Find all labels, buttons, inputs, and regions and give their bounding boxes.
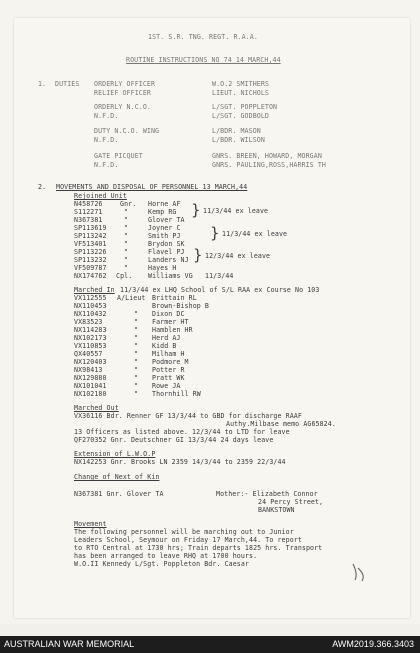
service-number: NX102173 bbox=[74, 334, 107, 342]
duty-role: N.F.D. bbox=[94, 161, 119, 169]
rejoined-unit-heading: Rejoined Unit bbox=[74, 192, 127, 200]
duty-role: GATE PICQUET bbox=[94, 152, 143, 160]
soldier-name: Kemp RG bbox=[148, 208, 177, 216]
soldier-name: Hayes H bbox=[148, 264, 177, 272]
soldier-name: Brown-Bishop B bbox=[152, 302, 209, 310]
rank: " bbox=[124, 248, 129, 256]
service-number: VF513401 bbox=[74, 240, 107, 248]
rank: " bbox=[134, 350, 139, 358]
soldier-name: Dixon DC bbox=[152, 310, 185, 318]
extension-heading: Extension of L.W.O.P bbox=[74, 450, 156, 458]
service-number: SP113619 bbox=[74, 224, 107, 232]
service-number: SP113242 bbox=[74, 232, 107, 240]
rank: " bbox=[124, 256, 129, 264]
next-of-kin-address: BANKSTOWN bbox=[258, 506, 295, 514]
service-number: NX114283 bbox=[74, 326, 107, 334]
document-title: ROUTINE INSTRUCTIONS NO 74 14 MARCH,44 bbox=[126, 56, 281, 64]
soldier-name: Potter R bbox=[152, 366, 185, 374]
duty-name: L/SGT. GODBOLD bbox=[212, 112, 269, 120]
next-of-kin-heading: Change of Next of Kin bbox=[74, 473, 160, 481]
rank: " bbox=[124, 240, 129, 248]
service-number: N458726 bbox=[74, 200, 103, 208]
rank: Gnr. bbox=[120, 200, 137, 208]
unit-header: 1ST. S.R. TNG. REGT. R.A.A. bbox=[148, 33, 258, 41]
movement-line: The following personnel will be marching out to Junior bbox=[74, 528, 294, 536]
rejoined-note: 11/3/44 ex leave bbox=[222, 230, 288, 238]
duty-role: ORDERLY OFFICER bbox=[94, 80, 156, 88]
duty-name: LIEUT. NICHOLS bbox=[212, 89, 269, 97]
soldier-name: Pratt WK bbox=[152, 374, 185, 382]
service-number: NX98413 bbox=[74, 366, 103, 374]
rank: " bbox=[134, 382, 139, 390]
rank: " bbox=[134, 326, 139, 334]
rank: Cpl. bbox=[116, 272, 133, 280]
rank: " bbox=[124, 208, 129, 216]
footer-left-label: AUSTRALIAN WAR MEMORIAL bbox=[4, 639, 135, 649]
marched-in-heading: Marched In bbox=[74, 286, 115, 294]
duty-name: W.O.2 SMITHERS bbox=[212, 80, 269, 88]
extension-line: NX142253 Gnr. Brooks LN 2359 14/3/44 to 2359 22/3/44 bbox=[74, 458, 286, 466]
next-of-kin-address: 24 Percy Street, bbox=[258, 498, 324, 506]
duty-name: L/SGT. POPPLETON bbox=[212, 103, 278, 111]
marched-out-heading: Marched Out bbox=[74, 404, 119, 412]
movement-line: has been arranged to leave RHQ at 1700 hours. bbox=[74, 552, 258, 560]
duty-name: L/BDR. WILSON bbox=[212, 136, 265, 144]
rank: A/Lieut bbox=[117, 294, 146, 302]
rank: " bbox=[124, 264, 129, 272]
rank: " bbox=[134, 366, 139, 374]
duty-name: L/BDR. MASON bbox=[212, 127, 261, 135]
soldier-name: Milham H bbox=[152, 350, 185, 358]
marched-out-line: 13 Officers as listed above. 12/3/44 to LTD for leave bbox=[74, 428, 290, 436]
rank: " bbox=[124, 224, 129, 232]
rank: " bbox=[134, 374, 139, 382]
soldier-name: Williams VG bbox=[148, 272, 193, 280]
marched-out-line: QF270352 Gnr. Deutschner GI 13/3/44 24 days leave bbox=[74, 436, 274, 444]
soldier-name: Kidd B bbox=[152, 342, 177, 350]
service-number: NX110432 bbox=[74, 310, 107, 318]
service-number: S112271 bbox=[74, 208, 103, 216]
footer-bar bbox=[0, 636, 420, 653]
rank: " bbox=[124, 232, 129, 240]
soldier-name: Glover TA bbox=[148, 216, 185, 224]
service-number: NX174762 bbox=[74, 272, 107, 280]
marched-out-line: Authy.Milbase memo AG65824. bbox=[226, 420, 336, 428]
movement-line: to RTO Central at 1730 hrs; Train departs 1825 hrs. Transport bbox=[74, 544, 323, 552]
soldier-name: Landers NJ bbox=[148, 256, 189, 264]
brace-bracket: } bbox=[210, 224, 220, 242]
soldier-name: Horne AF bbox=[148, 200, 181, 208]
service-number: NX110453 bbox=[74, 302, 107, 310]
service-number: NX120403 bbox=[74, 358, 107, 366]
duty-role: DUTY N.C.O. WING bbox=[94, 127, 160, 135]
service-number: SP113226 bbox=[74, 248, 107, 256]
service-number: SP113232 bbox=[74, 256, 107, 264]
rejoined-note: 11/3/44 ex leave bbox=[203, 207, 269, 215]
duty-role: ORDERLY N.C.O. bbox=[94, 103, 151, 111]
movement-line: Leaders School, Seymour on Friday 17 March,44. To report bbox=[74, 536, 302, 544]
soldier-name: Joyner C bbox=[148, 224, 181, 232]
soldier-name: Thornhill RW bbox=[152, 390, 201, 398]
footer-right-label: AWM2019.366.3403 bbox=[332, 639, 414, 649]
rejoined-note: 11/3/44 bbox=[205, 272, 234, 280]
rank: " bbox=[134, 358, 139, 366]
marched-out-line: VX36116 Bdr. Renner GF 13/3/44 to GBD for discharge RAAF bbox=[74, 412, 302, 420]
section-1-number: 1. bbox=[38, 80, 47, 88]
movement-line: W.O.II Kennedy L/Sgt. Poppleton Bdr. Caesar bbox=[74, 560, 249, 568]
service-number: VF509787 bbox=[74, 264, 107, 272]
movement-heading: Movement bbox=[74, 520, 107, 528]
brace-bracket: } bbox=[191, 201, 201, 219]
service-number: QX40557 bbox=[74, 350, 103, 358]
rank: " bbox=[124, 216, 129, 224]
rank: " bbox=[134, 342, 139, 350]
marched-in-description: 11/3/44 ex LHQ School of S/L RAA ex Course No 103 bbox=[120, 286, 320, 294]
soldier-name: Podmore M bbox=[152, 358, 189, 366]
duty-role: N.F.D. bbox=[94, 136, 119, 144]
duty-name: GNRS. BREEN, HOWARD, MORGAN bbox=[212, 152, 322, 160]
soldier-name: Farmer HT bbox=[152, 318, 189, 326]
rank: " bbox=[134, 310, 139, 318]
duty-role: N.F.D. bbox=[94, 112, 119, 120]
service-number: N367381 bbox=[74, 216, 103, 224]
duty-name: GNRS. PAULING,ROSS,HARRIS TH bbox=[212, 161, 326, 169]
rank: " bbox=[134, 318, 139, 326]
soldier-name: Brittain RL bbox=[152, 294, 197, 302]
soldier-name: Rowe JA bbox=[152, 382, 181, 390]
next-of-kin-line: N367381 Gnr. Glover TA bbox=[74, 490, 164, 498]
soldier-name: Smith PJ bbox=[148, 232, 181, 240]
rank: " bbox=[134, 390, 139, 398]
service-number: VX83523 bbox=[74, 318, 103, 326]
duty-role: RELIEF OFFICER bbox=[94, 89, 151, 97]
section-2-heading: MOVEMENTS AND DISPOSAL OF PERSONNEL 13 MARCH,44 bbox=[56, 183, 248, 191]
brace-bracket: } bbox=[193, 246, 203, 264]
next-of-kin-address: Mother:- Elizabeth Connor bbox=[216, 490, 318, 498]
section-2-number: 2. bbox=[38, 183, 47, 191]
service-number: NX102180 bbox=[74, 390, 107, 398]
handwritten-initial-mark bbox=[348, 560, 372, 584]
service-number: VX112555 bbox=[74, 294, 107, 302]
rank: " bbox=[134, 334, 139, 342]
soldier-name: Brydon SK bbox=[148, 240, 185, 248]
rejoined-note: 12/3/44 ex leave bbox=[205, 252, 271, 260]
soldier-name: Hamblen HR bbox=[152, 326, 193, 334]
section-1-heading: DUTIES bbox=[55, 80, 80, 88]
service-number: VX110853 bbox=[74, 342, 107, 350]
service-number: NX101041 bbox=[74, 382, 107, 390]
service-number: NX129880 bbox=[74, 374, 107, 382]
soldier-name: Herd AJ bbox=[152, 334, 181, 342]
soldier-name: Flavel PJ bbox=[148, 248, 185, 256]
